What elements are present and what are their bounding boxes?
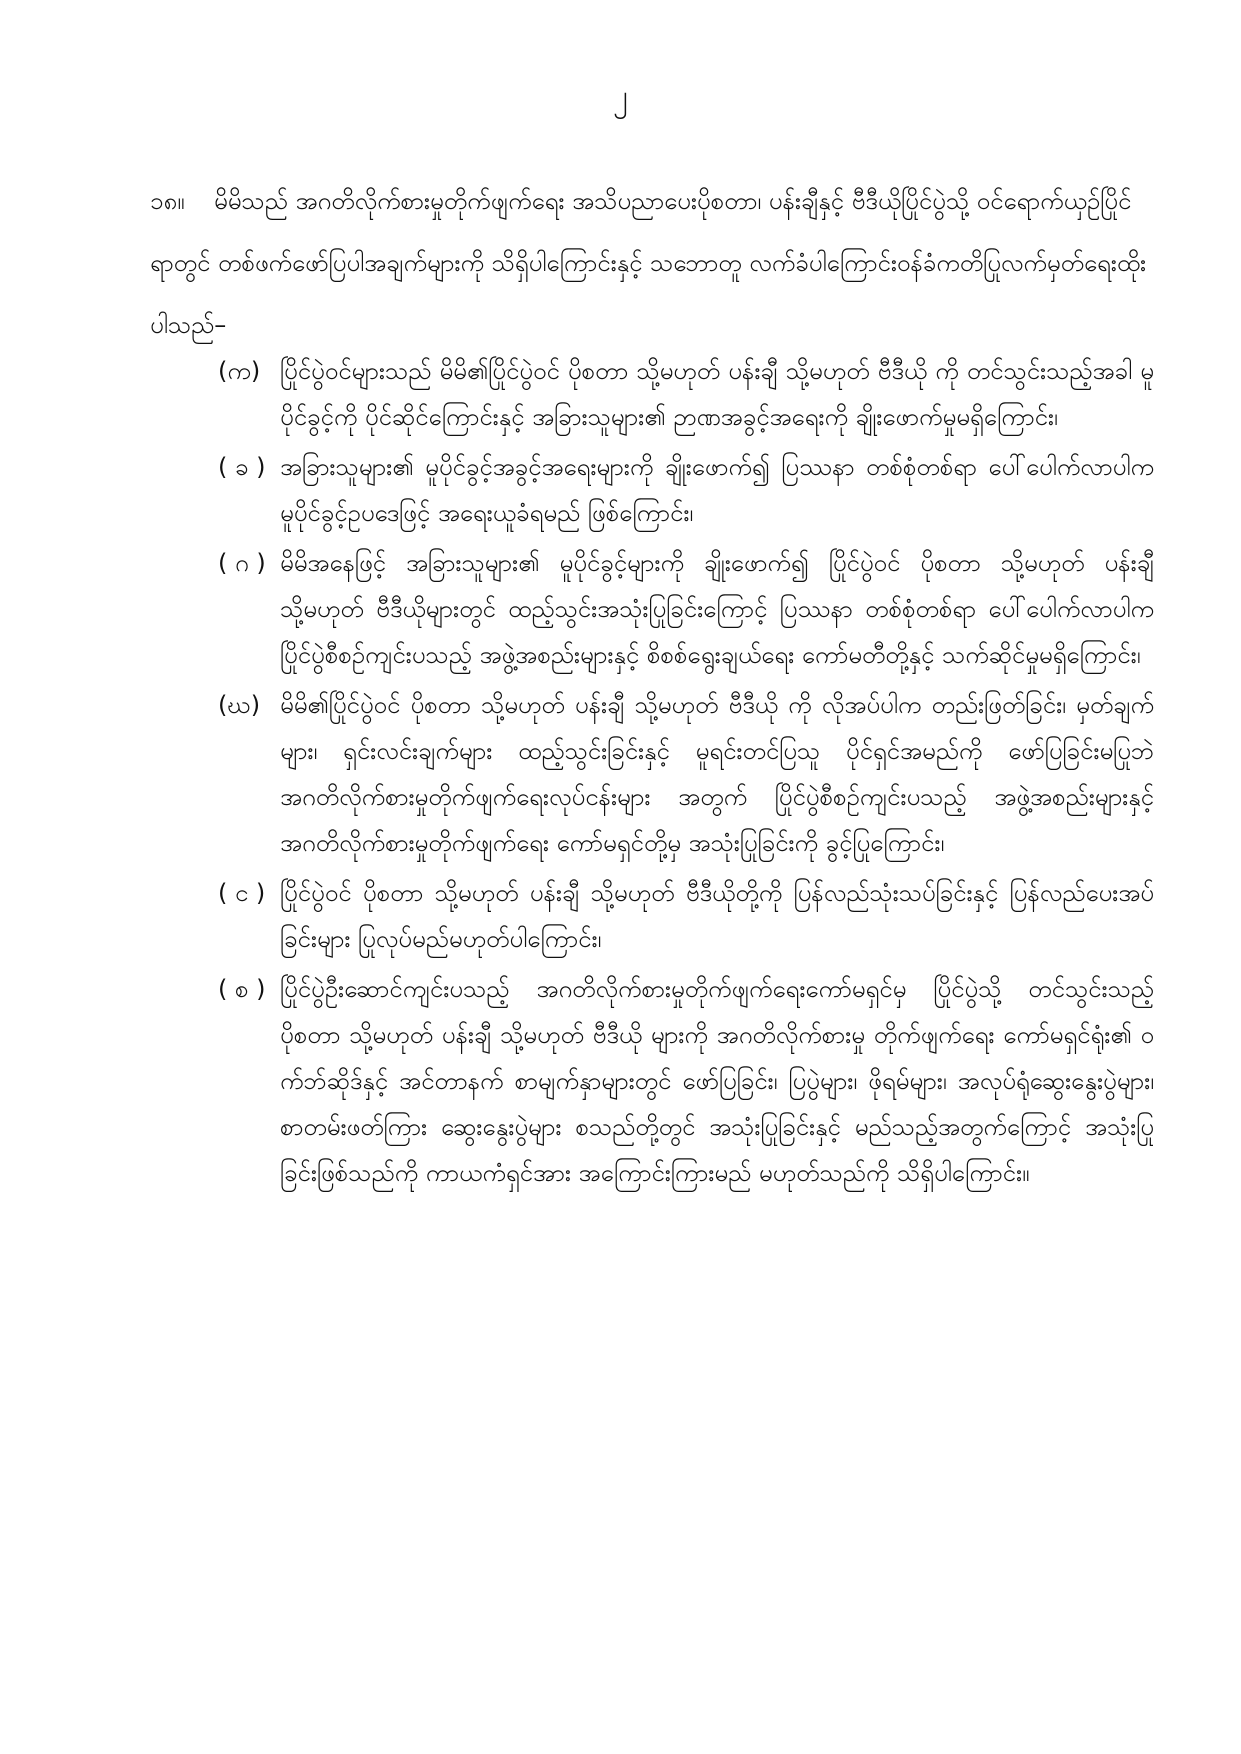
clause-item xyxy=(218,540,1154,678)
paragraph-number: ၁၈။ xyxy=(150,187,185,215)
intro-text: မိမိသည် အဂတိလိုက်စားမှုတိုက်ဖျက်ရေး အသိပညာပေးပိုစတာ၊ ပန်းချီနှင့် ဗီဒီယိုပြိုင်ပွဲသို့ ဝင်ရောက်ယှဉ်ပြိုင်ရာတွင် တစ်ဖက်ဖော်ပြပါအချက်များကို သိရှိပါကြောင်းနှင့် သဘောတူ လက်ခံပါကြောင်းဝန်ခံကတိပြုလက်မှတ်ရေးထိုးပါသည်– xyxy=(150,187,1147,339)
clause-text: မိမိ၏ပြိုင်ပွဲဝင် ပိုစတာ သို့မဟုတ် ပန်းချီ သို့မဟုတ် ဗီဒီယို ကို လိုအပ်ပါက တည်းဖြတ်ခြင်း၊ မှတ်ချက်များ၊ ရှင်းလင်းချက်များ ထည့်သွင်းခြင်းနှင့် မူရင်းတင်ပြသူ ပိုင်ရှင်အမည်ကို ဖော်ပြခြင်းမပြုဘဲ အဂတိလိုက်စားမှုတိုက်ဖျက်ရေးလုပ်ငန်းများ အတွက် ပြိုင်ပွဲစီစဉ်ကျင်းပသည့် အဖွဲ့အစည်းများနှင့် အဂတိလိုက်စားမှုတိုက်ဖျက်ရေး ကော်မရှင်တို့မှ အသုံးပြုခြင်းကို ခွင့်ပြုကြောင်း၊ xyxy=(280,691,1154,857)
clause-text: ပြိုင်ပွဲဝင်များသည် မိမိ၏ပြိုင်ပွဲဝင် ပိုစတာ သို့မဟုတ် ပန်းချီ သို့မဟုတ် ဗီဒီယို ကို တင်သွင်းသည့်အခါ မူပိုင်ခွင့်ကို ပိုင်ဆိုင်ကြောင်းနှင့် အခြားသူများ၏ ဉာဏအခွင့်အရေးကို ချိုးဖောက်မှုမရှိကြောင်း၊ xyxy=(280,357,1154,431)
intro-paragraph xyxy=(150,170,1154,356)
clause-item xyxy=(218,870,1154,962)
clause-marker: (က) xyxy=(218,357,261,385)
clause-text: ပြိုင်ပွဲဦးဆောင်ကျင်းပသည့် အဂတိလိုက်စားမှုတိုက်ဖျက်ရေးကော်မရှင်မှ ပြိုင်ပွဲသို့ တင်သွင်းသည့် ပိုစတာ သို့မဟုတ် ပန်းချီ သို့မဟုတ် ဗီဒီယို များကို အဂတိလိုက်စားမှု တိုက်ဖျက်ရေး ကော်မရှင်ရုံး၏ ဝက်ဘ်ဆိုဒ်နှင့် အင်တာနက် စာမျက်နှာများတွင် ဖော်ပြခြင်း၊ ပြပွဲများ၊ ဖိုရမ်များ၊ အလုပ်ရုံဆွေးနွေးပွဲများ၊ စာတမ်းဖတ်ကြား ဆွေးနွေးပွဲများ စသည်တို့တွင် အသုံးပြုခြင်းနှင့် မည်သည့်အတွက်ကြောင့် အသုံးပြုခြင်းဖြစ်သည်ကို ကာယကံရှင်အား အကြောင်းကြားမည် မဟုတ်သည်ကို သိရှိပါကြောင်း။ xyxy=(280,975,1154,1187)
clause-text: မိမိအနေဖြင့် အခြားသူများ၏ မူပိုင်ခွင့်များကို ချိုးဖောက်၍ ပြိုင်ပွဲဝင် ပိုစတာ သို့မဟုတ် ပန်းချီ သို့မဟုတ် ဗီဒီယိုများတွင် ထည့်သွင်းအသုံးပြုခြင်းကြောင့် ပြဿနာ တစ်စုံတစ်ရာ ပေါ်ပေါက်လာပါက ပြိုင်ပွဲစီစဉ်ကျင်းပသည့် အဖွဲ့အစည်းများနှင့် စိစစ်ရွေးချယ်ရေး ကော်မတီတို့နှင့် သက်ဆိုင်မှုမရှိကြောင်း၊ xyxy=(280,549,1154,669)
clause-item xyxy=(218,444,1154,536)
clause-marker: ( ဂ ) xyxy=(218,549,266,577)
clause-text: အခြားသူများ၏ မူပိုင်ခွင့်အခွင့်အရေးများကို ချိုးဖောက်၍ ပြဿနာ တစ်စုံတစ်ရာ ပေါ်ပေါက်လာပါက မူပိုင်ခွင့်ဥပဒေဖြင့် အရေးယူခံရမည် ဖြစ်ကြောင်း၊ xyxy=(280,453,1154,527)
clause-marker: ( စ ) xyxy=(218,975,266,1003)
clause-marker: (ဃ) xyxy=(218,691,261,719)
clause-text: ပြိုင်ပွဲဝင် ပိုစတာ သို့မဟုတ် ပန်းချီ သို့မဟုတ် ဗီဒီယိုတို့ကို ပြန်လည်သုံးသပ်ခြင်းနှင့် ပြန်လည်ပေးအပ်ခြင်းများ ပြုလုပ်မည်မဟုတ်ပါကြောင်း၊ xyxy=(280,879,1154,953)
clause-item xyxy=(218,348,1154,440)
clause-marker: ( င ) xyxy=(218,879,266,907)
clause-marker: ( ခ ) xyxy=(218,453,266,481)
clause-item xyxy=(218,682,1154,866)
clause-item xyxy=(218,966,1154,1196)
clause-list xyxy=(218,348,1154,1200)
page-number: ၂ xyxy=(613,79,628,114)
